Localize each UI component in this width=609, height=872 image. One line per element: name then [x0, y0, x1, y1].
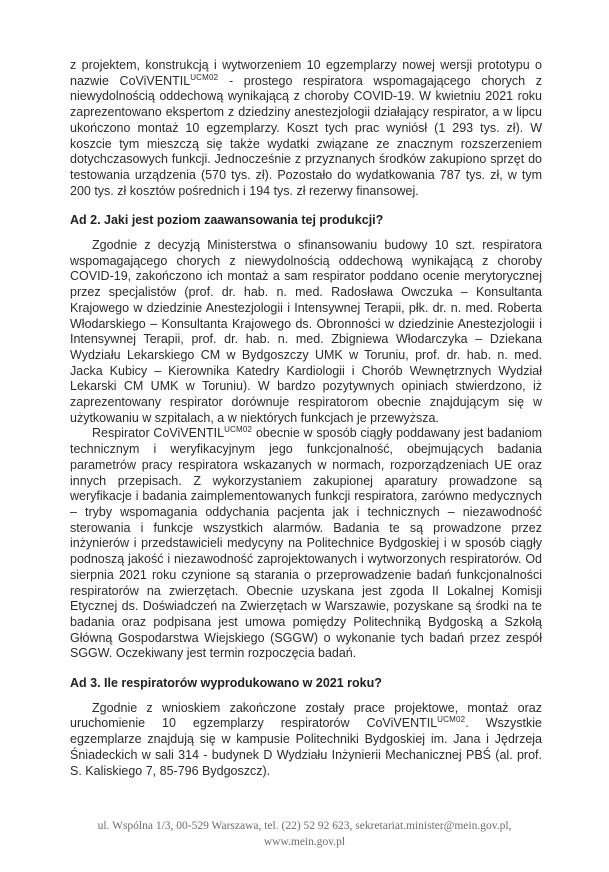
- paragraph: z projektem, konstrukcją i wytworzeniem 10 egzemplarzy nowej wersji prototypu o nazwie CoViVENTIL$^{UCM02}$ - prostego respiratora wspomagającego chorych z niewydolnością oddechową wynikającą z choroby COVID-19. W kwietniu 2021 roku zaprezentowano ekspertom z dziedziny anestezjologii działający respirator, a w lipcu ukończono montaż 10 egzemplarzy. Koszt tych prac wyniósł (1 293 tys. zł). W koszcie tym mieszczą się także wydatki związane ze znacznym rozszerzeniem dotychczasowych funkcji. Jednocześnie z przyznanych środków zakupiono sprzęt do testowania urządzenia (570 tys. zł). Pozostało do wydatkowania 787 tys. zł, w tym 200 tys. zł kosztów pośrednich i 194 tys. zł rezerwy finansowej.: [70, 58, 542, 198]
- superscript-text: UCM02: [224, 425, 253, 435]
- section-heading: Ad 3. Ile respiratorów wyprodukowano w 2021 roku?: [70, 676, 382, 691]
- document-body: [70, 58, 542, 779]
- superscript-text: UCM02: [190, 72, 219, 82]
- footer-address-line: ul. Wspólna 1/3, 00-529 Warszawa, tel. (22) 52 92 623, sekretariat.minister@mein.gov.pl,: [97, 820, 512, 832]
- section-heading: Ad 2. Jaki jest poziom zaawansowania tej produkcji?: [70, 213, 384, 228]
- paragraph: Zgodnie z wnioskiem zakończone zostały prace projektowe, montaż oraz uruchomienie 10 egzemplarzy respiratorów CoViVENTIL$^{UCM02}$. Wszystkie egzemplarze znajdują się w kampusie Politechniki Bydgoskiej im. Jana i Jędrzeja Śniadeckich w sali 314 - budynek D Wydziału Inżynierii Mechanicznej PBŚ (al. prof. S. Kaliskiego 7, 85-796 Bydgoszcz).: [70, 700, 542, 778]
- page-footer: [0, 818, 609, 850]
- paragraph: Zgodnie z decyzją Ministerstwa o sfinansowaniu budowy 10 szt. respiratora wspomagającego chorych z niewydolnością oddechową wynikającą z choroby COVID-19, zakończono ich montaż a sam respirator poddano ocenie merytorycznej przez specjalistów (prof. dr. hab. n. med. Radosława Owczuka – Konsultanta Krajowego w dziedzinie Anestezjologii i Intensywnej Terapii, płk. dr. n. med. Roberta Włodarskiego – Konsultanta Krajowego ds. Obronności w dziedzinie Anestezjologii i Intensywnej Terapii, prof. dr. hab. n. med. Zbigniewa Włodarczyka – Dziekana Wydziału Lekarskiego CM w Bydgoszczy UMK w Toruniu, prof. dr. hab. n. med. Jacka Kubicy – Kierownika Katedry Kardiologii i Chorób Wewnętrznych Wydział Lekarski CM UMK w Toruniu). W bardzo pozytywnych opiniach stwierdzono, iż zaprezentowany respirator dorównuje respiratorom obecnie znajdującym się w użytkowaniu w szpitalach, a w niektórych funkcjach je przewyższa.: [70, 238, 542, 425]
- superscript-text: UCM02: [437, 715, 466, 725]
- paragraph: Respirator CoViVENTIL$^{UCM02}$ obecnie w sposób ciągły poddawany jest badaniom technicznym i weryfikacyjnym jego funkcjonalność, obejmujących badania parametrów pracy respiratora wskazanych w normach, rozporządzeniach UE oraz innych przepisach. Z wykorzystaniem zakupionej aparatury prowadzone są weryfikacje i badania zaimplementowanych funkcji respiratora, zarówno medycznych – tryby wspomagania oddychania pacjenta jak i technicznych – niezawodność sterowania i funkcje wszystkich alarmów. Badania te są prowadzone przez inżynierów i przedstawicieli medycyny na Politechnice Bydgoskiej i w sposób ciągły podnoszą jakość i niezawodność zaprojektowanych i wytworzonych respiratorów. Od sierpnia 2021 roku czynione są starania o przeprowadzenie badań funkcjonalności respiratorów na zwierzętach. Obecnie uzyskana jest zgoda II Lokalnej Komisji Etycznej ds. Doświadczeń na Zwierzętach w Warszawie, pozyskane są środki na te badania oraz podpisana jest umowa pomiędzy Politechniką Bydgoską a Szkołą Główną Gospodarstwa Wiejskiego (SGGW) o wykonanie tych badań przez zespół SGGW. Oczekiwany jest termin rozpoczęcia badań.: [70, 425, 543, 661]
- footer-url-line: www.mein.gov.pl: [263, 836, 346, 848]
